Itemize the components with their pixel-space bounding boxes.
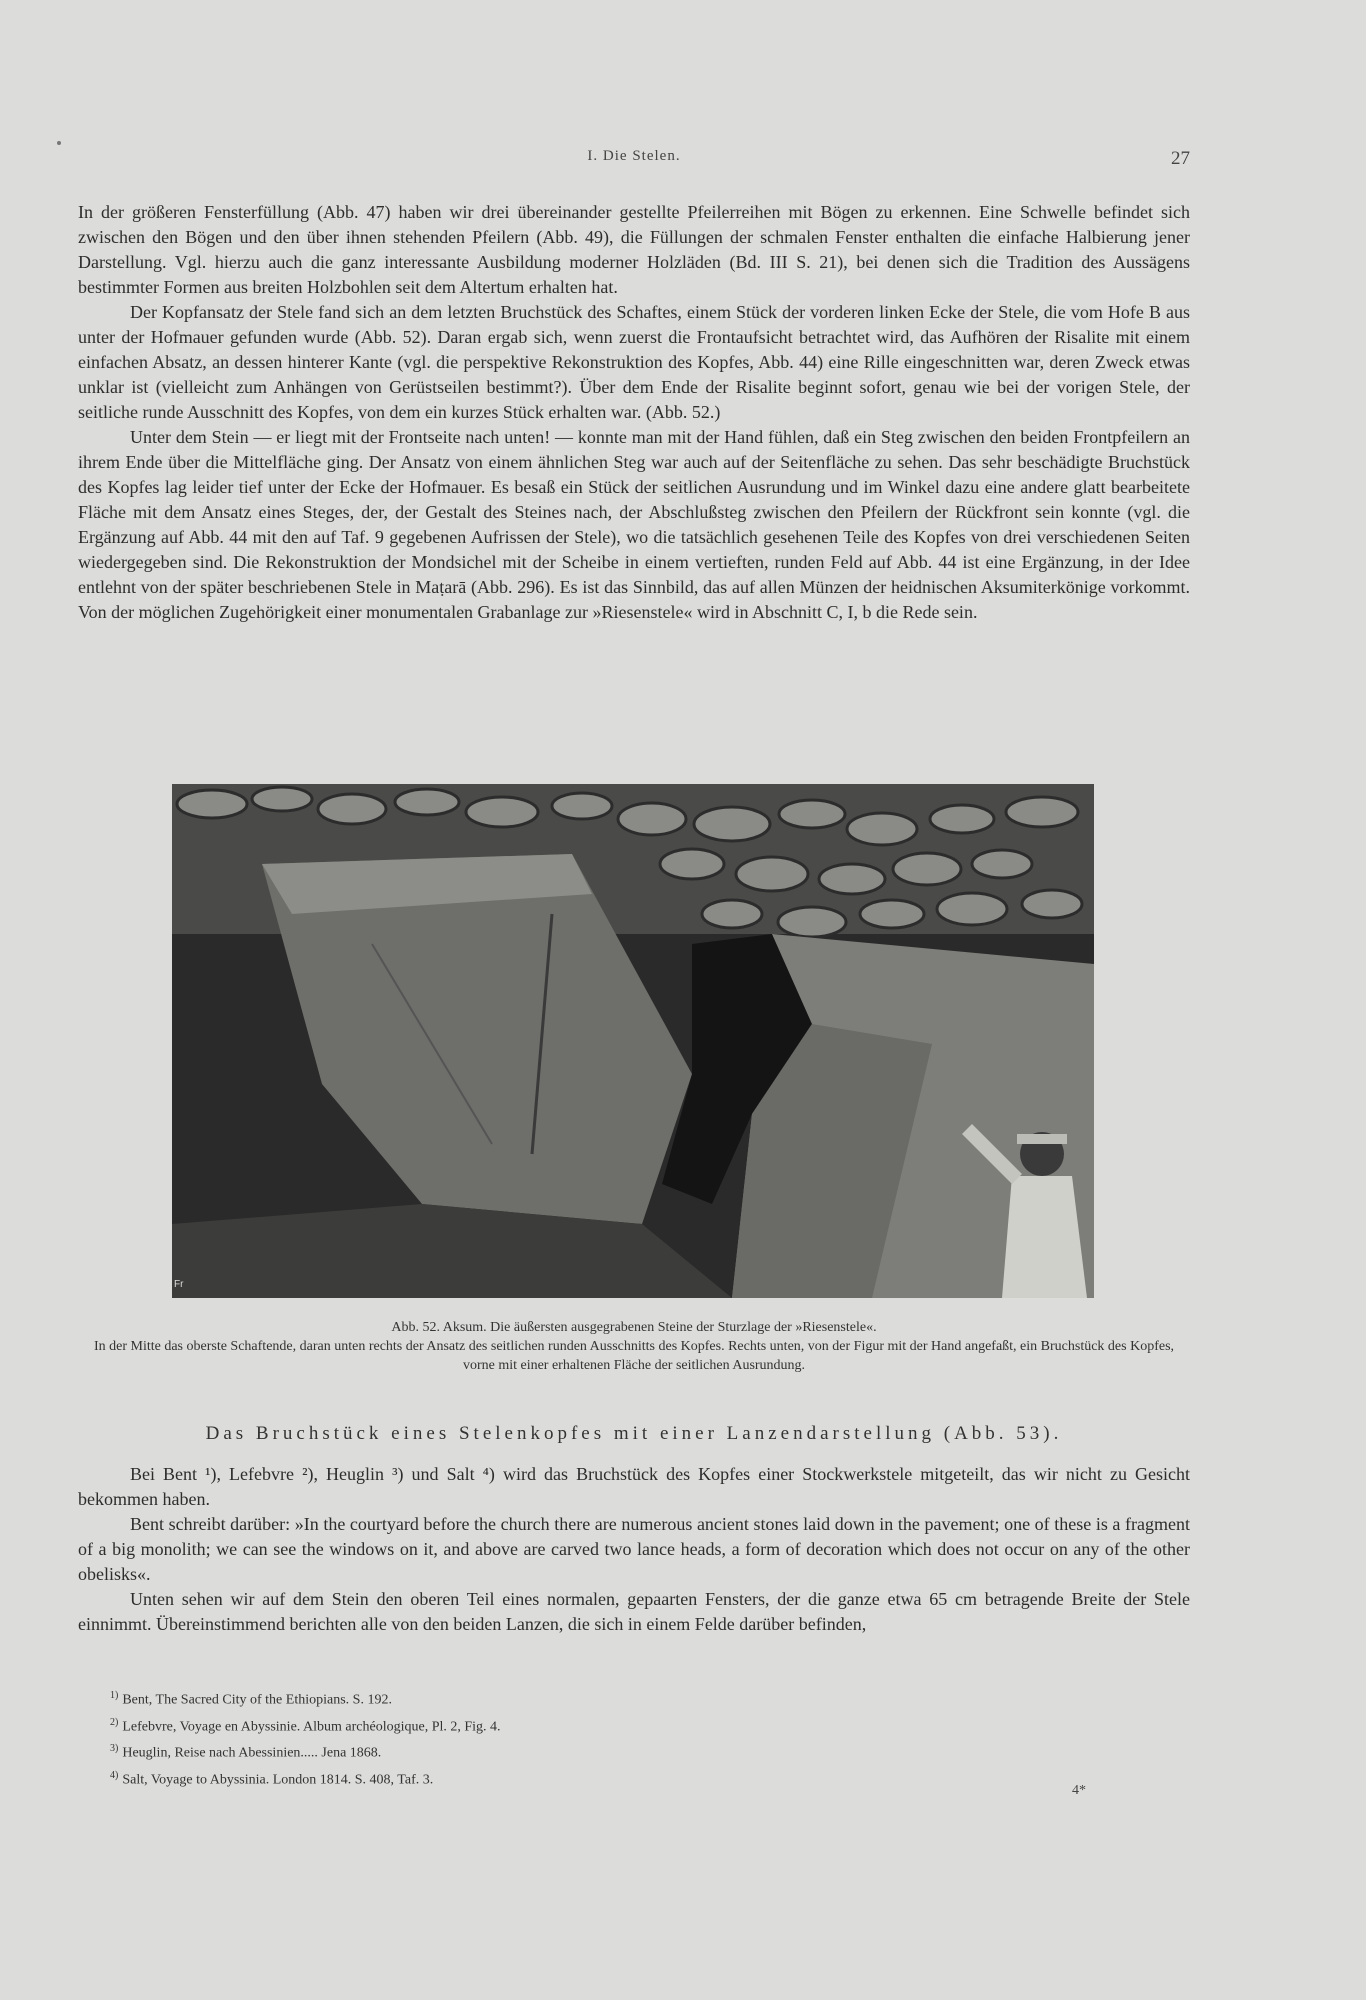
figure-tag: Fr [174, 1279, 184, 1290]
paragraph-2: Der Kopfansatz der Stele fand sich an dem letzten Bruchstück des Schaftes, einem Stück der vorderen linken Ecke der Stele, die vom Hofe B aus unter der Hofmauer gefunden wurde (Abb. 52). Daran ergab sich, wenn zuerst die Frontaufsicht betrachtet wird, das Aufhören der Risalite mit einem einfachen Absatz, an dessen hinterer Kante (vgl. die perspektive Rekonstruktion des Kopfes, Abb. 44) eine Rille eingeschnitten war, deren Zweck etwas unklar ist (vielleicht zum Anhängen von Gerüstseilen bestimmt?). Über dem Ende der Risalite beginnt sofort, genau wie bei der vorigen Stele, der seitliche runde Ausschnitt des Kopfes, von dem ein kurzes Stück erhalten war. (Abb. 52.) [78, 302, 1190, 422]
footnote-mark: 1) [110, 1690, 119, 1701]
footnote-mark: 2) [110, 1716, 119, 1728]
body-text-2 [78, 1462, 1190, 1637]
page-number: 27 [1171, 148, 1190, 169]
figure-caption [78, 1318, 1190, 1375]
caption-text: In der Mitte das oberste Schaftende, daran unten rechts der Ansatz des seitlichen runden Ausschnitts des Kopfes. Rechts unten, von der Figur mit der Hand angefaßt, ein Bruchstück des Kopfes, vorne mit einer erhaltenen Fläche der seitlichen Ausrundung. [93, 1339, 1175, 1373]
photograph-figure [172, 784, 1094, 1298]
footnote-2 [110, 1712, 1010, 1739]
footnote-mark: 4) [110, 1769, 119, 1781]
footnote-text: Salt, Voyage to Abyssinia. London 1814. S. 408, Taf. 3. [122, 1772, 434, 1788]
caption-title: Abb. 52. Aksum. Die äußersten ausgegrabenen Steine der Sturzlage der »Riesenstele«. [391, 1320, 877, 1335]
footnote-text: Bent, The Sacred City of the Ethiopians. S. 192. [122, 1692, 392, 1708]
body-text [78, 200, 1190, 625]
footnote-text: Lefebvre, Voyage en Abyssinie. Album archéologique, Pl. 2, Fig. 4. [122, 1719, 501, 1735]
page-speck [57, 141, 61, 145]
footnote-1 [110, 1685, 1010, 1712]
footnote-mark: 3) [110, 1743, 119, 1755]
footnote-text: Heuglin, Reise nach Abessinien..... Jena 1868. [122, 1745, 382, 1761]
paragraph-5: Bent schreibt darüber: »In the courtyard before the church there are numerous ancient stones laid down in the pavement; one of these is a fragment of a big monolith; we can see the windows on it, and above are carved two lance heads, a form of decoration which does not occur on any of the other obelisks«. [78, 1514, 1190, 1584]
signature-mark: 4* [1072, 1783, 1086, 1798]
running-title: I. Die Stelen. [587, 148, 681, 164]
section-heading: Das Bruchstück eines Stelenkopfes mit einer Lanzendarstellung (Abb. 53). [205, 1423, 1063, 1444]
paragraph-3: Unter dem Stein — er liegt mit der Frontseite nach unten! — konnte man mit der Hand fühlen, daß ein Steg zwischen den beiden Frontpfeilern an ihrem Ende über die Mittelfläche ging. Der Ansatz von einem ähnlichen Steg war auch auf der Seitenfläche zu sehen. Das sehr beschädigte Bruchstück des Kopfes lag leider tief unter der Ecke der Hofmauer. Es besaß ein Stück der seitlichen Ausrundung und im Winkel dazu eine andere glatt bearbeitete Fläche mit dem Ansatz eines Steges, der, der Gestalt des Steines nach, der Abschlußsteg zwischen den Pfeilern der Rückfront sein konnte (vgl. die Ergänzung auf Abb. 44 mit den auf Taf. 9 gegebenen Aufrissen der Stele), wo die tatsächlich gesehenen Teile des Kopfes von drei verschiedenen Seiten wiedergegeben sind. Die Rekonstruktion der Mondsichel mit der Scheibe in einem vertieften, runden Feld auf Abb. 44 ist eine Ergänzung, in der Idee entlehnt von der später beschriebenen Stele in Maṭarā (Abb. 296). Es ist das Sinnbild, das auf allen Münzen der heidnischen Aksumiterkönige vorkommt. Von der möglichen Zugehörigkeit einer monumentalen Grabanlage zur »Riesenstele« wird in Abschnitt C, I, b die Rede sein. [78, 427, 1190, 622]
paragraph-6: Unten sehen wir auf dem Stein den oberen Teil eines normalen, gepaarten Fensters, der die ganze etwa 65 cm betragende Breite der Stele einnimmt. Übereinstimmend berichten alle von den beiden Lanzen, die sich in einem Felde darüber befinden, [78, 1589, 1190, 1634]
photograph [172, 784, 1094, 1298]
footnote-4 [110, 1765, 1010, 1792]
footnotes [110, 1685, 1010, 1792]
paragraph-4: Bei Bent ¹), Lefebvre ²), Heuglin ³) und Salt ⁴) wird das Bruchstück des Kopfes einer Stockwerkstele mitgeteilt, das wir nicht zu Gesicht bekommen haben. [78, 1464, 1190, 1509]
page-header [78, 148, 1190, 178]
footnote-3 [110, 1738, 1010, 1765]
paragraph-1: In der größeren Fensterfüllung (Abb. 47) haben wir drei übereinander gestellte Pfeilerreihen mit Bögen zu erkennen. Eine Schwelle befindet sich zwischen den Bögen und den über ihnen stehenden Pfeilern (Abb. 49), die Füllungen der schmalen Fenster enthalten die einfache Halbierung jener Darstellung. Vgl. hierzu auch die ganz interessante Ausbildung moderner Holzläden (Bd. III S. 21), bei denen sich die Tradition des Aussägens bestimmter Formen aus breiten Holzbohlen seit dem Altertum erhalten hat. [78, 202, 1190, 297]
